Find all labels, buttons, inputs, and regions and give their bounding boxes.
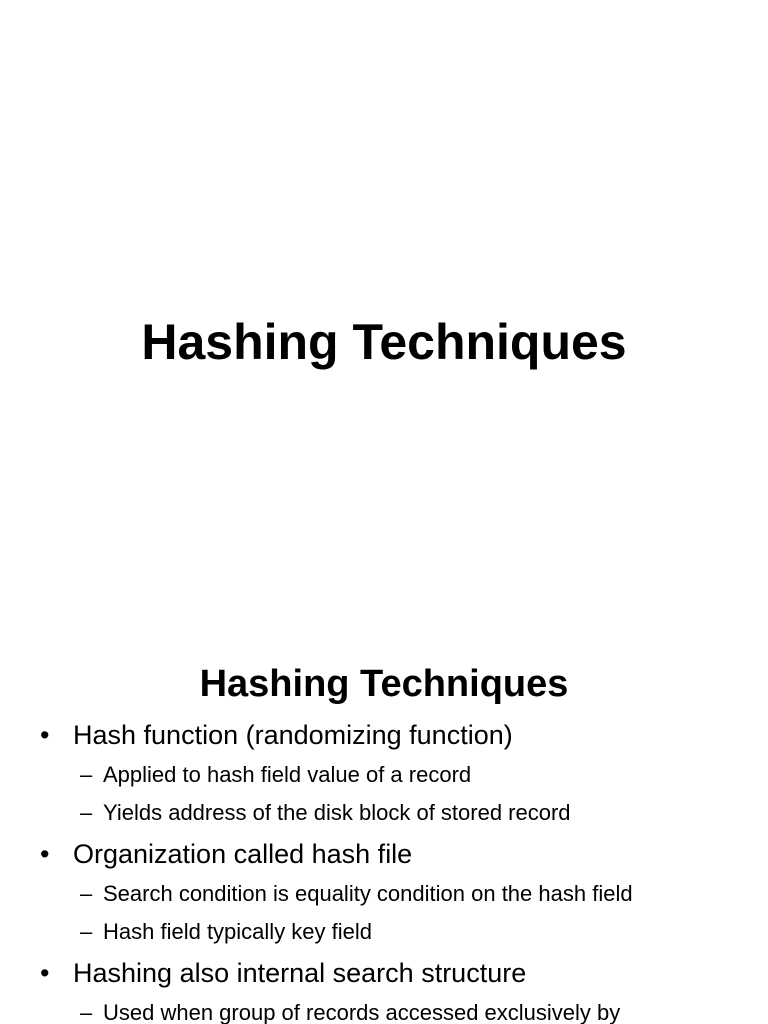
dash-marker: – — [80, 919, 93, 944]
dash-marker: – — [80, 881, 93, 906]
bullet-text: Hashing also internal search structure — [73, 958, 527, 988]
sub-bullet-item — [80, 799, 571, 827]
dash-marker: – — [80, 800, 93, 825]
dash-marker: – — [80, 1000, 93, 1024]
sub-bullet-item — [80, 918, 372, 946]
bullet-text: Hash function (randomizing function) — [73, 720, 513, 750]
sub-bullet-item — [80, 880, 633, 908]
sub-bullet-text: Applied to hash field value of a record — [103, 762, 472, 787]
bullet-item — [40, 718, 513, 752]
bullet-marker: • — [40, 839, 50, 869]
sub-bullet-item — [80, 761, 471, 789]
sub-bullet-text: Yields address of the disk block of stored record — [103, 800, 571, 825]
slide-title: Hashing Techniques — [141, 313, 627, 370]
content-slide — [0, 576, 768, 1024]
slide-heading: Hashing Techniques — [199, 662, 569, 705]
bullet-text: Organization called hash file — [73, 839, 413, 869]
sub-bullet-text: Search condition is equality condition on the hash field — [103, 881, 633, 906]
sub-bullet-item — [80, 999, 620, 1024]
bullet-marker: • — [40, 720, 50, 750]
bullet-item — [40, 956, 526, 990]
bullet-marker: • — [40, 958, 50, 988]
dash-marker: – — [80, 762, 93, 787]
sub-bullet-text: Hash field typically key field — [103, 919, 373, 944]
bullet-item — [40, 837, 412, 871]
sub-bullet-text: Used when group of records accessed exclusively by — [103, 1000, 621, 1024]
